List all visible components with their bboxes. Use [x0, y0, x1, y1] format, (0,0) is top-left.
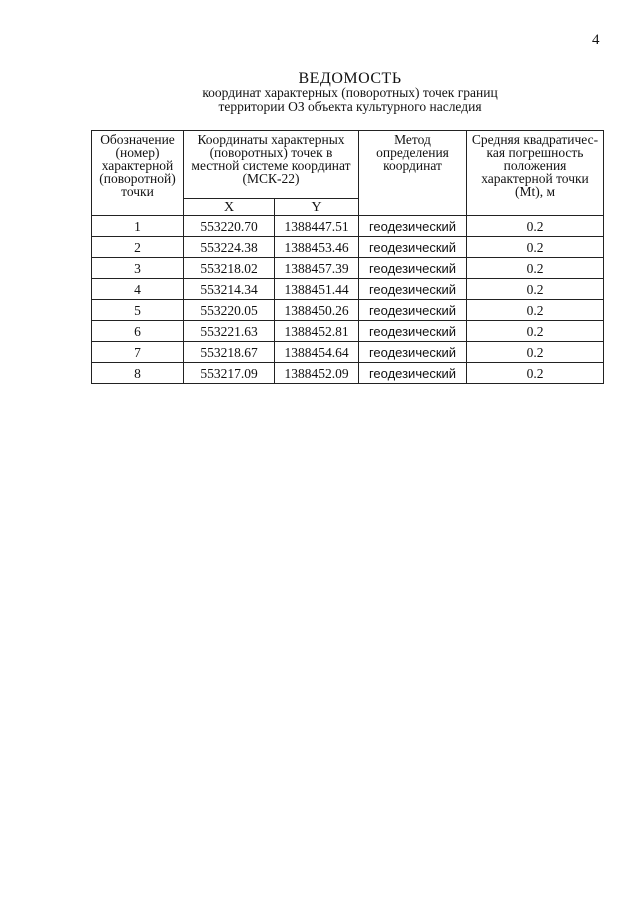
cell-method: геодезический — [359, 279, 467, 300]
cell-x: 553221.63 — [184, 321, 275, 342]
cell-y: 1388451.44 — [275, 279, 359, 300]
table-row — [92, 363, 604, 384]
header-coordinates: Координаты характерных (поворотных) точек в местной системе координат (МСК-22) — [184, 131, 359, 199]
cell-x: 553220.05 — [184, 300, 275, 321]
cell-method: геодезический — [359, 237, 467, 258]
header-x: X — [184, 199, 275, 216]
cell-error: 0.2 — [467, 321, 604, 342]
table-row — [92, 342, 604, 363]
cell-error: 0.2 — [467, 279, 604, 300]
cell-method: геодезический — [359, 363, 467, 384]
table-row — [92, 300, 604, 321]
cell-method: геодезический — [359, 300, 467, 321]
cell-error: 0.2 — [467, 342, 604, 363]
cell-method: геодезический — [359, 258, 467, 279]
table-row — [92, 321, 604, 342]
cell-y: 1388452.81 — [275, 321, 359, 342]
table-row — [92, 216, 604, 237]
cell-point: 7 — [92, 342, 184, 363]
cell-y: 1388454.64 — [275, 342, 359, 363]
cell-y: 1388447.51 — [275, 216, 359, 237]
cell-x: 553218.02 — [184, 258, 275, 279]
cell-x: 553217.09 — [184, 363, 275, 384]
cell-point: 2 — [92, 237, 184, 258]
subtitle-line-1: координат характерных (поворотных) точек границ — [202, 85, 498, 100]
cell-point: 1 — [92, 216, 184, 237]
cell-error: 0.2 — [467, 216, 604, 237]
cell-method: геодезический — [359, 321, 467, 342]
header-y: Y — [275, 199, 359, 216]
cell-point: 3 — [92, 258, 184, 279]
table-row — [92, 258, 604, 279]
cell-y: 1388457.39 — [275, 258, 359, 279]
cell-error: 0.2 — [467, 300, 604, 321]
header-method: Метод определения координат — [359, 131, 467, 216]
cell-x: 553220.70 — [184, 216, 275, 237]
cell-point: 4 — [92, 279, 184, 300]
table-row — [92, 237, 604, 258]
cell-error: 0.2 — [467, 363, 604, 384]
cell-x: 553224.38 — [184, 237, 275, 258]
cell-method: геодезический — [359, 342, 467, 363]
cell-x: 553218.67 — [184, 342, 275, 363]
cell-x: 553214.34 — [184, 279, 275, 300]
cell-method: геодезический — [359, 216, 467, 237]
cell-y: 1388450.26 — [275, 300, 359, 321]
cell-point: 6 — [92, 321, 184, 342]
page-number: 4 — [592, 32, 600, 48]
cell-error: 0.2 — [467, 237, 604, 258]
cell-error: 0.2 — [467, 258, 604, 279]
table-row — [92, 279, 604, 300]
coordinates-table — [91, 130, 604, 384]
document-subtitle — [0, 86, 640, 114]
document-title: ВЕДОМОСТЬ — [298, 70, 402, 87]
cell-point: 8 — [92, 363, 184, 384]
cell-y: 1388452.09 — [275, 363, 359, 384]
header-point: Обозначение (номер) характерной (поворотной) точки — [92, 131, 184, 216]
subtitle-line-2: территории ОЗ объекта культурного наследия — [218, 99, 482, 114]
cell-point: 5 — [92, 300, 184, 321]
cell-y: 1388453.46 — [275, 237, 359, 258]
header-error: Средняя квадратичес-кая погрешность положения характерной точки (Mt), м — [467, 131, 604, 216]
